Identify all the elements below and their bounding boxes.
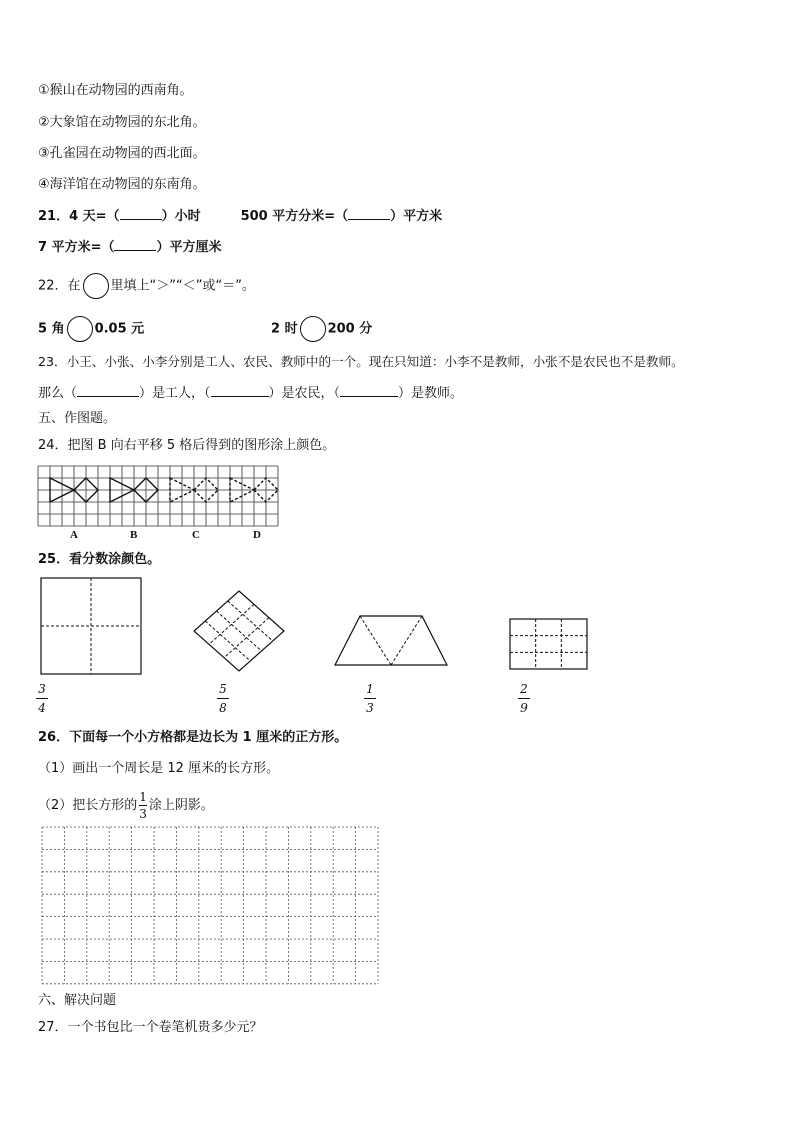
question-22-item1: [38, 316, 144, 342]
q26-sub2-b: 涂上阴影。: [148, 798, 214, 813]
option-4: ④海洋馆在动物园的东南角。: [38, 177, 206, 192]
grid-label-b: B: [130, 529, 138, 541]
question-27-text: 27．一个书包比一个卷笔机贵多少元？: [38, 1020, 263, 1035]
question-26-sub1: （1）画出一个周长是 12 厘米的长方形。: [38, 761, 280, 776]
option-2: ②大象馆在动物园的东北角。: [38, 115, 206, 130]
section-six-heading: 六、解决问题: [38, 993, 117, 1008]
translation-grid: [38, 466, 283, 526]
q22-item1-right: 0.05 元: [94, 321, 145, 337]
q21-text-f: ）平方厘米: [156, 240, 222, 255]
grid-label-c: C: [192, 529, 200, 541]
question-25-text: 25．看分数涂颜色。: [38, 552, 161, 567]
fraction-label-1-3: 1 3: [364, 683, 376, 714]
fraction-label-5-8: 5 8: [217, 683, 229, 714]
fraction-label-3-4: 3 4: [36, 683, 48, 714]
q22-item2-right: 200 分: [327, 321, 373, 337]
answer-blank[interactable]: [340, 384, 398, 397]
answer-blank[interactable]: [211, 384, 269, 397]
grid-label-a: A: [70, 529, 78, 541]
fraction-trapezoid[interactable]: [334, 615, 448, 667]
q21-text-d: ）平方米: [390, 209, 443, 224]
q23-text-b: ）是工人，（: [139, 386, 211, 401]
question-21-line2: [38, 238, 221, 257]
q21-text-c: 500 平方分米=（: [240, 209, 349, 224]
fraction-diamond[interactable]: [193, 590, 285, 672]
inline-fraction: $\frac{1}{3}$: [139, 790, 147, 821]
question-26-text: 26．下面每一个小方格都是边长为 1 厘米的正方形。: [38, 730, 348, 745]
question-23-line2: [38, 384, 463, 403]
q22-text-b: 里填上“＞”“＜”或“＝”。: [110, 278, 255, 294]
section-five-heading: 五、作图题。: [38, 411, 117, 426]
fraction-rectangle[interactable]: [509, 618, 589, 670]
q22-item2-left: 2 时: [271, 321, 298, 337]
q26-sub2-a: （2）把长方形的: [38, 798, 138, 813]
question-22-item2: [271, 316, 372, 342]
q22-item1-left: 5 角: [38, 321, 65, 337]
option-1: ①猴山在动物园的西南角。: [38, 83, 193, 98]
answer-blank[interactable]: [114, 238, 156, 251]
answer-blank[interactable]: [348, 207, 390, 220]
q23-text-d: ）是教师。: [398, 386, 464, 401]
question-21-line1: [38, 207, 442, 226]
option-3: ③孔雀园在动物园的西北面。: [38, 146, 206, 161]
answer-blank[interactable]: [120, 207, 162, 220]
fraction-label-2-9: 2 9: [518, 683, 530, 714]
q23-text-a: 那么（: [38, 386, 78, 401]
compare-circle[interactable]: [300, 316, 326, 342]
drawing-grid[interactable]: [41, 826, 381, 986]
q21-text-e: 7 平方米=（: [38, 240, 115, 255]
fraction-square[interactable]: [40, 577, 142, 675]
question-24-text: 24．把图 B 向右平移 5 格后得到的图形涂上颜色。: [38, 438, 336, 453]
q22-text-a: 22．在: [38, 278, 81, 294]
q23-text-c: ）是农民，（: [268, 386, 341, 401]
compare-circle: [83, 273, 109, 299]
q21-text-b: ）小时: [161, 209, 201, 224]
question-22-prompt: [38, 273, 255, 299]
grid-label-d: D: [253, 529, 261, 541]
q21-text-a: 21．4 天=（: [38, 209, 120, 224]
answer-blank[interactable]: [77, 384, 139, 397]
question-23-line1: 23．小王、小张、小李分别是工人、农民、教师中的一个。现在只知道：小李不是教师，小张不是农民也不是教师。: [38, 354, 684, 369]
compare-circle[interactable]: [67, 316, 93, 342]
question-26-sub2: [38, 788, 214, 824]
